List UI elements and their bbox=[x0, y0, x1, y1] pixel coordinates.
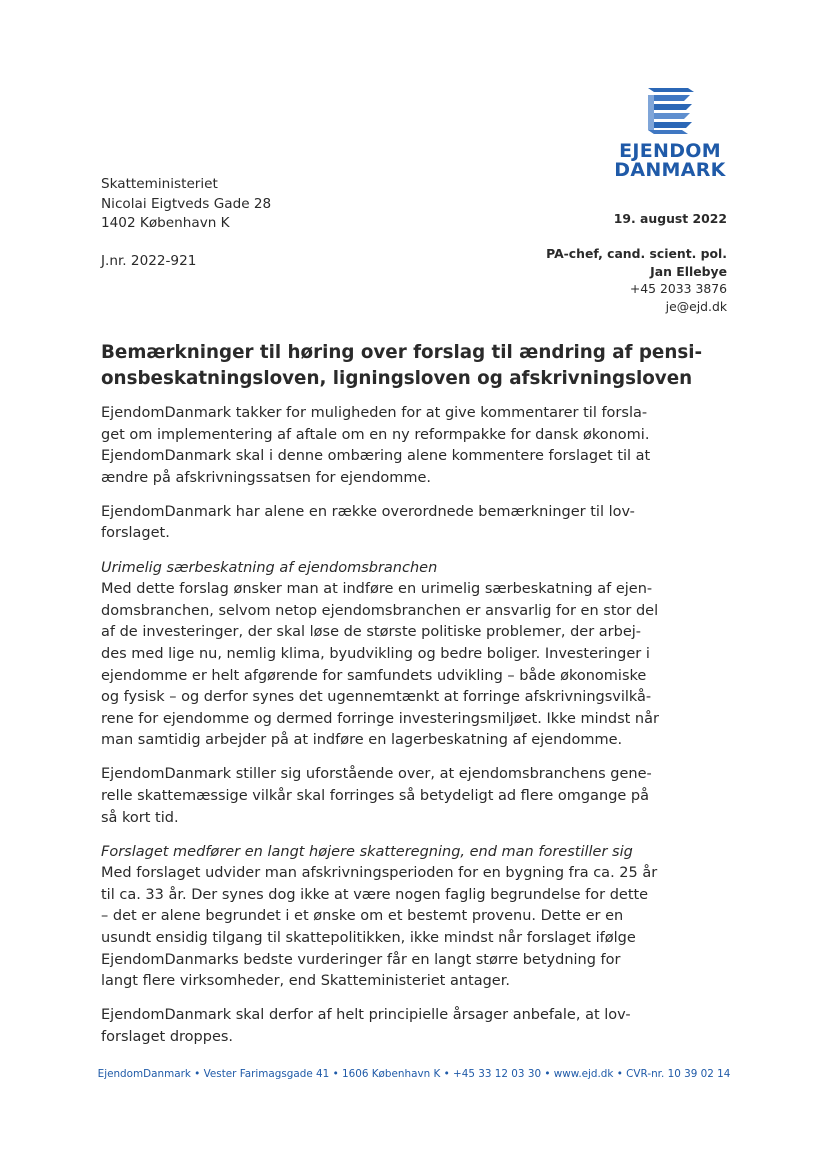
body-line: relle skattemæssige vilkår skal forringes så betydeligt ad flere omgange på bbox=[101, 788, 650, 804]
journal-number: J.nr. 2022-921 bbox=[101, 253, 197, 269]
body-line: Med forslaget udvider man afskrivningsperioden for en bygning fra ca. 25 år bbox=[101, 865, 658, 882]
body-line: og fysisk – og derfor synes det ugennemtænkt at forringe afskrivningsvilkå- bbox=[101, 689, 652, 706]
building-stack-icon bbox=[644, 86, 696, 136]
sender-name: Jan Ellebye bbox=[650, 263, 727, 279]
body-line: domsbranchen, selvom netop ejendomsbranchen er ansvarlig for en stor del bbox=[101, 602, 659, 619]
body-line: ændre på afskrivningssatsen for ejendomme. bbox=[101, 469, 432, 486]
body-line: forslaget droppes. bbox=[101, 1028, 234, 1045]
title-line: onsbeskatningsloven, ligningsloven og afskrivningsloven bbox=[101, 368, 693, 389]
logo-wordmark-line2: DANMARK bbox=[614, 159, 726, 181]
body-line: Med dette forslag ønsker man at indføre en urimelig særbeskatning af ejen- bbox=[101, 581, 653, 598]
body-line: langt flere virksomheder, end Skatteministeriet antager. bbox=[101, 973, 510, 990]
title-line: Bemærkninger til høring over forslag til ændring af pensi- bbox=[101, 342, 703, 363]
body-line: EjendomDanmarks bedste vurderinger får en langt større betydning for bbox=[101, 951, 621, 968]
letter-body bbox=[101, 403, 681, 1061]
body-line: rene for ejendomme og dermed forringe investeringsmiljøet. Ikke mindst når bbox=[101, 710, 659, 727]
body-line: usundt ensidig tilgang til skattepolitikken, ikke mindst når forslaget ifølge bbox=[101, 930, 636, 947]
document-title bbox=[101, 340, 703, 392]
body-line: EjendomDanmark skal i denne ombæring alene kommentere forslaget til at bbox=[101, 448, 651, 465]
recipient-name: Skatteministeriet bbox=[101, 176, 218, 192]
page-footer: EjendomDanmark • Vester Farimagsgade 41 • 1606 København K • +45 33 12 03 30 • www.ejd.dk • CVR-nr. 10 39 02 14 bbox=[97, 1068, 731, 1080]
sender-email: je@ejd.dk bbox=[665, 298, 727, 314]
sender-title: PA-chef, cand. scient. pol. bbox=[546, 246, 727, 261]
paragraph-intro bbox=[101, 403, 681, 489]
body-line: forslaget. bbox=[101, 525, 170, 542]
paragraph-tax-bill bbox=[101, 842, 681, 993]
body-line: EjendomDanmark takker for muligheden for at give kommentarer til forsla- bbox=[101, 405, 648, 421]
recipient-city: 1402 København K bbox=[101, 215, 230, 231]
body-line: af de investeringer, der skal løse de største politiske problemer, der arbej- bbox=[101, 624, 642, 641]
section-heading: Forslaget medfører en langt højere skatteregning, end man forestiller sig bbox=[101, 843, 633, 860]
logo-wordmark-line1: EJENDOM bbox=[619, 140, 721, 162]
paragraph-overview bbox=[101, 502, 681, 545]
recipient-street: Nicolai Eigtveds Gade 28 bbox=[101, 195, 272, 212]
paragraph-conditions bbox=[101, 764, 681, 829]
paragraph-recommendation bbox=[101, 1005, 681, 1048]
letter-date: 19. august 2022 bbox=[613, 211, 727, 226]
body-line: des med lige nu, nemlig klima, byudvikling og bedre boliger. Investeringer i bbox=[101, 645, 650, 662]
paragraph-special-taxation bbox=[101, 558, 681, 752]
body-line: get om implementering af aftale om en ny reformpakke for dansk økonomi. bbox=[101, 426, 650, 443]
body-line: EjendomDanmark skal derfor af helt principielle årsager anbefale, at lov- bbox=[101, 1007, 631, 1024]
section-heading: Urimelig særbeskatning af ejendomsbranchen bbox=[101, 559, 438, 576]
body-line: ejendomme er helt afgørende for samfundets udvikling – både økonomiske bbox=[101, 667, 647, 684]
body-line: til ca. 33 år. Der synes dog ikke at være nogen faglig begrundelse for dette bbox=[101, 886, 649, 903]
body-line: – det er alene begrundet i et ønske om et bestemt provenu. Dette er en bbox=[101, 908, 624, 925]
body-line: EjendomDanmark stiller sig uforstående over, at ejendomsbranchens gene- bbox=[101, 766, 652, 783]
brand-logo bbox=[612, 86, 728, 180]
sender-block bbox=[546, 245, 727, 315]
body-line: så kort tid. bbox=[101, 809, 179, 826]
body-line: man samtidig arbejder på at indføre en lagerbeskatning af ejendomme. bbox=[101, 732, 623, 749]
body-line: EjendomDanmark har alene en række overordnede bemærkninger til lov- bbox=[101, 503, 635, 520]
sender-phone: +45 2033 3876 bbox=[629, 281, 727, 296]
recipient-address bbox=[101, 175, 271, 234]
